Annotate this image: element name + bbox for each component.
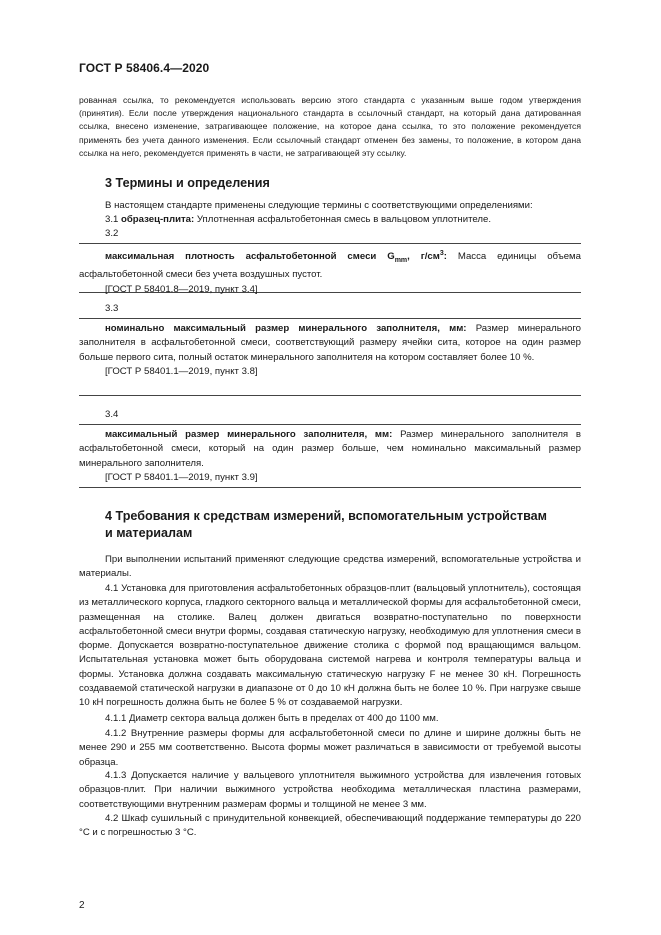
term-3-4-text <box>79 425 581 471</box>
term-3-3-number: 3.3 <box>105 303 119 314</box>
term-3-3-text <box>79 319 581 365</box>
term-3-2-reference: [ГОСТ Р 58401.8—2019, пункт 3.4] <box>105 283 258 295</box>
section-4-title: 4 Требования к средствам измерений, вспомогательным устройствам и материалам <box>105 509 547 540</box>
term-number: 3.1 <box>105 214 119 225</box>
paragraph-4-1: 4.1 Установка для приготовления асфальтобетонных образцов-плит (вальцовый уплотнитель), состоящая из металлического корпуса, гладкого секторного вальца и металлической формы для асфальтобетонной смеси, размещенная на столике. Валец должен двигаться возвратно-поступательно по поверхности асфальтобетонной смеси внутри формы, создавая статическую нагрузку, необходимую для уплотнения смеси в форме. Допускается возвратно-поступательное движение столика с формой под вращающимся вальцом. Испытательная установка может быть оборудована системой нагрева и контроля температуры вальца и формы. Установка должна создавать максимальную статическую нагрузку F не менее 30 кН. Погрешность создаваемой статической нагрузки в диапазоне от 0 до 10 кН должна быть не более 10 %. При нагрузке свыше 10 кН погрешность должна быть не более 5 % от создаваемой нагрузки. <box>79 583 581 709</box>
term-3-4-box <box>79 424 581 488</box>
intro-paragraph: рованная ссылка, то рекомендуется использовать версию этого стандарта с указанным выше годом утверждения (принятия). Если после утверждения национального стандарта в ссылочный стандарт, на который дана датированная ссылка, внесено изменение, затрагивающее положение, на которое дана ссылка, то это положение рекомендуется применять без учета данного изменения. Если ссылочный стандарт отменен без замены, то положение, в котором дана ссылка на него, рекомендуется применять в части, не затрагивающей эту ссылку. <box>79 95 581 158</box>
paragraph-4-2: 4.2 Шкаф сушильный с принудительной конвекцией, обеспечивающий поддержание температуры до 220 °С и с погрешностью 3 °С. <box>79 813 581 839</box>
section-3-lead: В настоящем стандарте применены следующие термины с соответствующими определениями: <box>105 200 533 211</box>
section-3-title: 3 Термины и определения <box>105 176 270 190</box>
term-3-3-box <box>79 318 581 396</box>
page-number: 2 <box>79 900 85 911</box>
term-3-3-reference: [ГОСТ Р 58401.1—2019, пункт 3.8] <box>105 365 258 377</box>
term-title: максимальная плотность асфальтобетонной смеси $G_{mm}$, $г/см^3$: <box>105 250 447 265</box>
term-3-2-box <box>79 243 581 293</box>
term-title: образец-плита: <box>121 214 195 225</box>
term-title: максимальный размер минерального заполнителя, мм: <box>105 429 393 440</box>
term-definition: Уплотненная асфальтобетонная смесь в вальцовом уплотнителе. <box>196 214 491 225</box>
term-3-2-text <box>79 244 581 283</box>
paragraph-4-1-3: 4.1.3 Допускается наличие у вальцевого уплотнителя выжимного устройства для извлечения готовых образцов-плит. При наличии выжимного устройства необходима металлическая пластина размерами, соответствующими внутренним размерам формы и толщиной не менее 3 мм. <box>79 770 581 810</box>
term-title: номинально максимальный размер минерального заполнителя, мм: <box>105 323 467 334</box>
term-definition: Размер минерального заполнителя в асфальтобетонной смеси, соответствующий размеру ячейки сита, которое на один размер больше первого сита, полный остаток минерального заполнителя на котором составляет более 10 %. <box>79 323 581 363</box>
term-definition: Размер минерального заполнителя в асфальтобетонной смеси, который на один размер больше, чем номинально максимальный размер минерального заполнителя. <box>79 429 581 469</box>
paragraph-4-1-2: 4.1.2 Внутренние размеры формы для асфальтобетонной смеси по длине и ширине должны быть не менее 290 и 255 мм соответственно. Высота формы может различаться в зависимости от требуемой высоты образца. <box>79 728 581 768</box>
document-header: ГОСТ Р 58406.4—2020 <box>79 61 210 75</box>
term-3-1 <box>79 213 581 227</box>
term-3-2-number: 3.2 <box>105 228 119 239</box>
term-3-4-number: 3.4 <box>105 409 119 420</box>
term-definition: Масса единицы объема асфальтобетонной смеси без учета воздушных пустот. <box>79 251 581 281</box>
term-3-4-reference: [ГОСТ Р 58401.1—2019, пункт 3.9] <box>105 471 258 483</box>
section-4-lead: При выполнении испытаний применяют следующие средства измерений, вспомогательные устройства и материалы. <box>79 554 581 580</box>
paragraph-4-1-1: 4.1.1 Диаметр сектора вальца должен быть в пределах от 400 до 1100 мм. <box>105 713 439 724</box>
